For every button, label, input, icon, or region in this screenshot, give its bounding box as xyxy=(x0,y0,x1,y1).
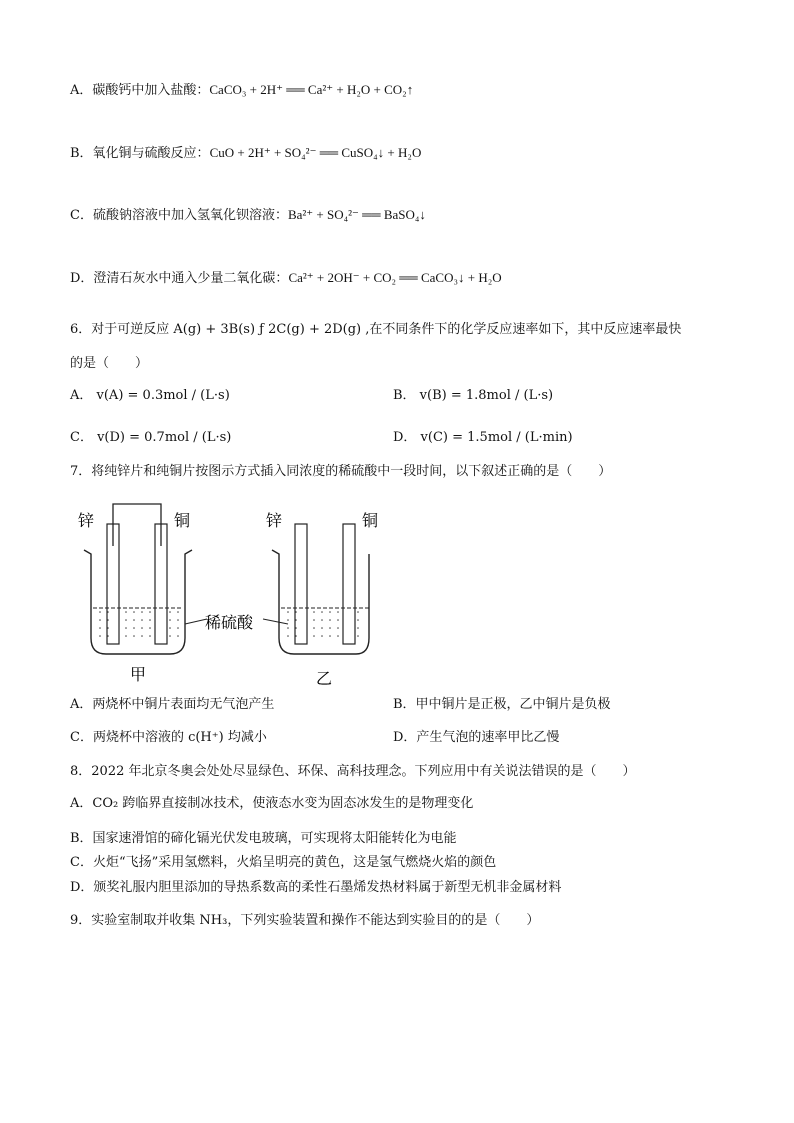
q7-option-d: D．产生气泡的速率甲比乙慢 xyxy=(393,730,560,745)
q6-option-c: C． v(D) = 0.7mol / (L·s) xyxy=(70,430,232,445)
q9-stem: 9．实验室制取并收集 NH₃，下列实验装置和操作不能达到实验目的的是（ ） xyxy=(70,913,540,928)
q8-option-c: C．火炬“飞扬”采用氢燃料，火焰呈明亮的黄色，这是氢气燃烧火焰的颜色 xyxy=(70,855,497,870)
q5-option-b xyxy=(70,143,421,164)
q6-option-b: B． v(B) = 1.8mol / (L·s) xyxy=(393,388,554,403)
q5-option-d-label: D．澄清石灰水中通入少量二氧化碳： xyxy=(70,271,289,286)
q8-option-a: A．CO₂ 跨临界直接制冰技术，使液态水变为固态冰发生的是物理变化 xyxy=(70,796,474,811)
label-copper-jia: 铜 xyxy=(174,511,191,530)
q6-option-a: A． v(A) = 0.3mol / (L·s) xyxy=(70,388,230,403)
label-dilute-sulfuric-acid: 稀硫酸 xyxy=(205,613,254,632)
q5-option-d-equation: Ca²⁺ + 2OH⁻ + CO₂ ══ CaCO₃↓ + H₂O xyxy=(288,270,502,285)
q5-option-a xyxy=(70,80,413,101)
q5-option-c-equation: Ba²⁺ + SO₄²⁻ ══ BaSO₄↓ xyxy=(287,207,426,222)
label-zinc-jia: 锌 xyxy=(78,511,95,530)
beaker-yi xyxy=(272,524,371,654)
q8-option-d: D．颁奖礼服内胆里添加的导热系数高的柔性石墨烯发热材料属于新型无机非金属材料 xyxy=(70,880,562,895)
q5-option-d xyxy=(70,268,502,289)
q7-option-c: C．两烧杯中溶液的 c(H⁺) 均减小 xyxy=(70,730,267,745)
q5-option-a-equation: CaCO₃ + 2H⁺ ══ Ca²⁺ + H₂O + CO₂↑ xyxy=(209,82,414,97)
galvanic-cell-figure xyxy=(70,500,379,690)
q5-option-b-equation: CuO + 2H⁺ + SO₄²⁻ ══ CuSO₄↓ + H₂O xyxy=(209,145,422,160)
q5-option-c xyxy=(70,205,426,226)
q5-option-c-label: C．硫酸钠溶液中加入氢氧化钡溶液： xyxy=(70,208,288,223)
label-beaker-jia: 甲 xyxy=(130,665,147,684)
q7-option-b: B．甲中铜片是正极，乙中铜片是负极 xyxy=(393,697,611,712)
q6-option-d: D． v(C) = 1.5mol / (L·min) xyxy=(393,430,573,445)
label-zinc-yi: 锌 xyxy=(266,511,283,530)
label-copper-yi: 铜 xyxy=(362,511,379,530)
q6-stem-line1: 6．对于可逆反应 A(g) + 3B(s) ƒ 2C(g) + 2D(g) ,在不同条件下的化学反应速率如下，其中反应速率最快 xyxy=(70,322,682,337)
q5-option-b-label: B．氧化铜与硫酸反应： xyxy=(70,146,210,161)
q7-option-a: A．两烧杯中铜片表面均无气泡产生 xyxy=(70,697,275,712)
label-beaker-yi: 乙 xyxy=(316,669,333,688)
q5-option-a-label: A．碳酸钙中加入盐酸： xyxy=(70,83,210,98)
acid-pointer-jia xyxy=(185,619,207,624)
q8-option-b: B．国家速滑馆的碲化镉光伏发电玻璃，可实现将太阳能转化为电能 xyxy=(70,831,457,846)
q7-stem: 7．将纯锌片和纯铜片按图示方式插入同浓度的稀硫酸中一段时间，以下叙述正确的是（ ） xyxy=(70,464,612,479)
q8-stem: 8．2022 年北京冬奥会处处尽显绿色、环保、高科技理念。下列应用中有关说法错误的是（ ） xyxy=(70,764,636,779)
q6-stem-line2: 的是（ ） xyxy=(70,356,149,371)
connecting-wire xyxy=(113,504,161,546)
